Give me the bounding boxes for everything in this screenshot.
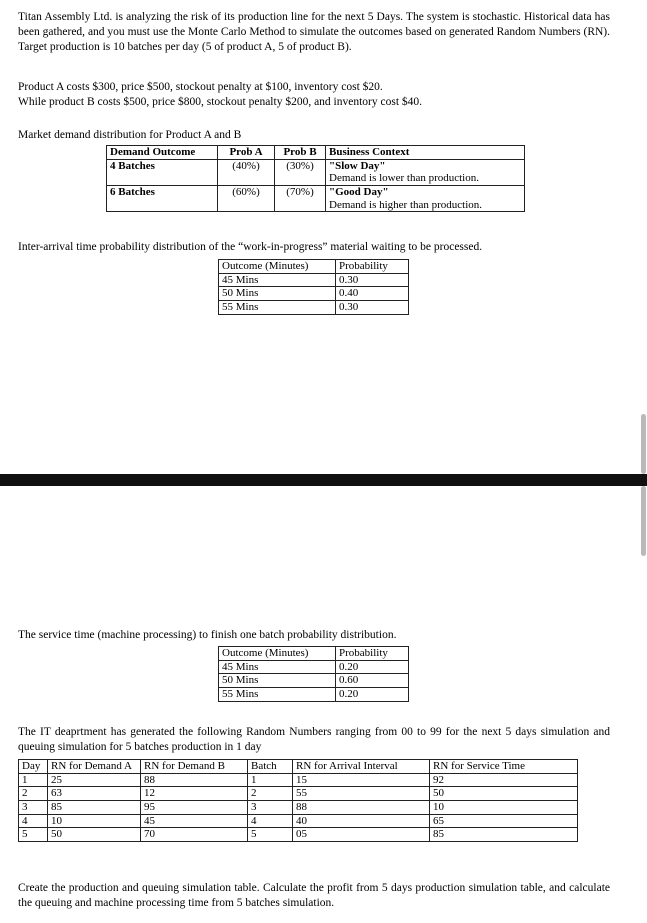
rn-arrival: 88 [293, 800, 430, 814]
table-row [219, 660, 409, 674]
table-row [107, 159, 525, 185]
interarrival-header-outcome: Outcome (Minutes) [219, 260, 336, 274]
rn-service: 50 [430, 787, 578, 801]
rn-demand-a: 10 [48, 814, 141, 828]
product-b-costs: While product B costs $500, price $800, stockout penalty $200, and inventory cost $40. [18, 96, 423, 108]
rn-demand-b: 88 [141, 773, 248, 787]
rn-batch: 5 [248, 828, 293, 842]
rn-header-day: Day [19, 760, 48, 774]
rn-arrival: 15 [293, 773, 430, 787]
interarrival-probability: 0.40 [336, 287, 409, 301]
demand-context-title: "Slow Day" [329, 159, 386, 172]
interarrival-header-row [219, 260, 409, 274]
scrollbar-thumb-lower[interactable] [641, 486, 646, 556]
rn-arrival: 05 [293, 828, 430, 842]
intro-paragraph: Titan Assembly Ltd. is analyzing the risk of its production line for the next 5 Days. The system is stochastic. Historical data has been gathered, and you must use the Monte Carlo Method to simulate the outcomes based on generated Random Numbers (RN). Target production is 10 batches per day (5 of product A, 5 of product B). [18, 11, 610, 53]
table-row [19, 828, 578, 842]
interarrival-outcome: 50 Mins [219, 287, 336, 301]
table-row [19, 800, 578, 814]
table-row [219, 687, 409, 701]
service-outcome: 55 Mins [219, 687, 336, 701]
rn-demand-a: 25 [48, 773, 141, 787]
table-row [219, 273, 409, 287]
demand-prob-a: (60%) [218, 185, 275, 211]
rn-day: 1 [19, 773, 48, 787]
service-probability: 0.20 [336, 660, 409, 674]
service-header-probability: Probability [336, 647, 409, 661]
demand-prob-b: (30%) [275, 159, 326, 185]
rn-caption: The IT deaprtment has generated the following Random Numbers ranging from 00 to 99 for the next 5 days simulation and queuing simulation for 5 batches production in 1 day [18, 726, 610, 753]
rn-day: 5 [19, 828, 48, 842]
demand-header-prob-a: Prob A [218, 146, 275, 160]
service-probability: 0.20 [336, 687, 409, 701]
demand-outcome: 4 Batches [107, 159, 218, 185]
demand-context-desc: Demand is higher than production. [329, 198, 483, 211]
service-outcome: 45 Mins [219, 660, 336, 674]
demand-prob-a: (40%) [218, 159, 275, 185]
rn-demand-b: 95 [141, 800, 248, 814]
rn-service: 10 [430, 800, 578, 814]
rn-header-batch: Batch [248, 760, 293, 774]
rn-demand-b: 45 [141, 814, 248, 828]
service-probability: 0.60 [336, 674, 409, 688]
rn-header-demand-a: RN for Demand A [48, 760, 141, 774]
table-row [219, 287, 409, 301]
rn-batch: 1 [248, 773, 293, 787]
table-row [107, 185, 525, 211]
demand-context [326, 185, 525, 211]
interarrival-header-probability: Probability [336, 260, 409, 274]
interarrival-table [218, 259, 409, 315]
service-outcome: 50 Mins [219, 674, 336, 688]
interarrival-probability: 0.30 [336, 300, 409, 314]
interarrival-caption: Inter-arrival time probability distribution of the “work-in-progress” material waiting to be processed. [18, 241, 483, 253]
product-a-costs: Product A costs $300, price $500, stockout penalty at $100, inventory cost $20. [18, 81, 383, 93]
scrollbar-thumb[interactable] [641, 414, 646, 474]
rn-header-service: RN for Service Time [430, 760, 578, 774]
table-row [19, 773, 578, 787]
rn-service: 92 [430, 773, 578, 787]
demand-outcome: 6 Batches [107, 185, 218, 211]
demand-header-context: Business Context [326, 146, 525, 160]
table-row [219, 674, 409, 688]
service-table [218, 646, 409, 702]
rn-arrival: 40 [293, 814, 430, 828]
service-caption: The service time (machine processing) to finish one batch probability distribution. [18, 629, 397, 641]
demand-header-row [107, 146, 525, 160]
rn-demand-b: 12 [141, 787, 248, 801]
rn-batch: 3 [248, 800, 293, 814]
table-row [19, 814, 578, 828]
table-row [19, 787, 578, 801]
demand-context [326, 159, 525, 185]
page-divider [0, 474, 647, 486]
table-row [219, 300, 409, 314]
demand-table [106, 145, 525, 212]
rn-header-arrival: RN for Arrival Interval [293, 760, 430, 774]
rn-batch: 4 [248, 814, 293, 828]
rn-demand-a: 63 [48, 787, 141, 801]
rn-demand-a: 50 [48, 828, 141, 842]
rn-day: 4 [19, 814, 48, 828]
service-header-row [219, 647, 409, 661]
demand-context-desc: Demand is lower than production. [329, 172, 479, 185]
demand-caption: Market demand distribution for Product A and B [18, 129, 242, 141]
service-header-outcome: Outcome (Minutes) [219, 647, 336, 661]
rn-arrival: 55 [293, 787, 430, 801]
demand-header-prob-b: Prob B [275, 146, 326, 160]
rn-demand-b: 70 [141, 828, 248, 842]
rn-header-demand-b: RN for Demand B [141, 760, 248, 774]
task-paragraph: Create the production and queuing simulation table. Calculate the profit from 5 days production simulation table, and calculate the queuing and machine processing time from 5 batches simulation. [18, 882, 610, 909]
rn-table [18, 759, 578, 842]
interarrival-outcome: 45 Mins [219, 273, 336, 287]
demand-header-outcome: Demand Outcome [107, 146, 218, 160]
interarrival-probability: 0.30 [336, 273, 409, 287]
rn-day: 3 [19, 800, 48, 814]
rn-service: 65 [430, 814, 578, 828]
demand-context-title: "Good Day" [329, 185, 389, 198]
demand-prob-b: (70%) [275, 185, 326, 211]
rn-demand-a: 85 [48, 800, 141, 814]
interarrival-outcome: 55 Mins [219, 300, 336, 314]
rn-header-row [19, 760, 578, 774]
rn-day: 2 [19, 787, 48, 801]
rn-batch: 2 [248, 787, 293, 801]
rn-service: 85 [430, 828, 578, 842]
